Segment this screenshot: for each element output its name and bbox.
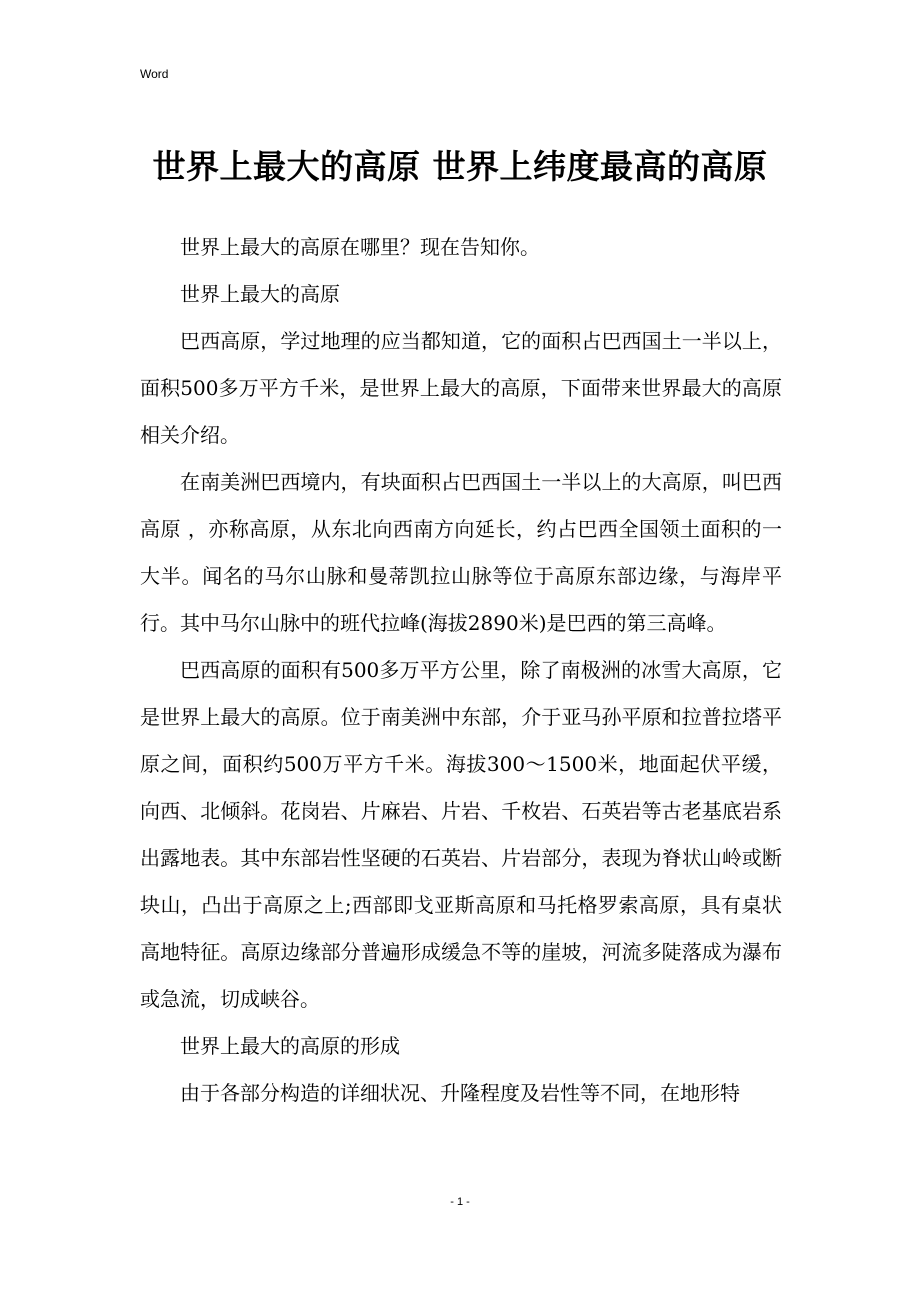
paragraph: 在南美洲巴西境内，有块面积占巴西国土一半以上的大高原，叫巴西高原 ，亦称高原，从东北向西南方向延长，约占巴西全国领土面积的一大半。闻名的马尔山脉和曼蒂凯拉山脉等位于高原东部边缘，与海岸平行。其中马尔山脉中的班代拉峰(海拔2890米)是巴西的第三高峰。 (140, 470, 782, 635)
app-label: Word (140, 67, 169, 81)
section-heading: 世界上最大的高原的形成 (180, 1034, 400, 1058)
paragraph: 由于各部分构造的详细状况、升隆程度及岩性等不同，在地形特 (180, 1081, 740, 1105)
page-number: - 1 - (450, 1196, 470, 1208)
document-title: 世界上最大的高原 世界上纬度最高的高原 (152, 147, 768, 186)
paragraph: 巴西高原，学过地理的应当都知道，它的面积占巴西国土一半以上，面积500多万平方千米，是世界上最大的高原，下面带来世界最大的高原相关介绍。 (140, 329, 782, 447)
paragraph: 世界上最大的高原在哪里？现在告知你。 (180, 235, 540, 259)
paragraph: 巴西高原的面积有500多万平方公里，除了南极洲的冰雪大高原，它是世界上最大的高原。位于南美洲中东部，介于亚马孙平原和拉普拉塔平原之间，面积约500万平方千米。海拔300～1500米，地面起伏平缓，向西、北倾斜。花岗岩、片麻岩、片岩、千枚岩、石英岩等古老基底岩系出露地表。其中东部岩性坚硬的石英岩、片岩部分，表现为脊状山岭或断块山，凸出于高原之上;西部即戈亚斯高原和马托格罗索高原，具有桌状高地特征。高原边缘部分普遍形成缓急不等的崖坡，河流多陡落成为瀑布或急流，切成峡谷。 (140, 658, 782, 1011)
document-body (140, 224, 782, 1117)
section-heading: 世界上最大的高原 (180, 282, 340, 306)
